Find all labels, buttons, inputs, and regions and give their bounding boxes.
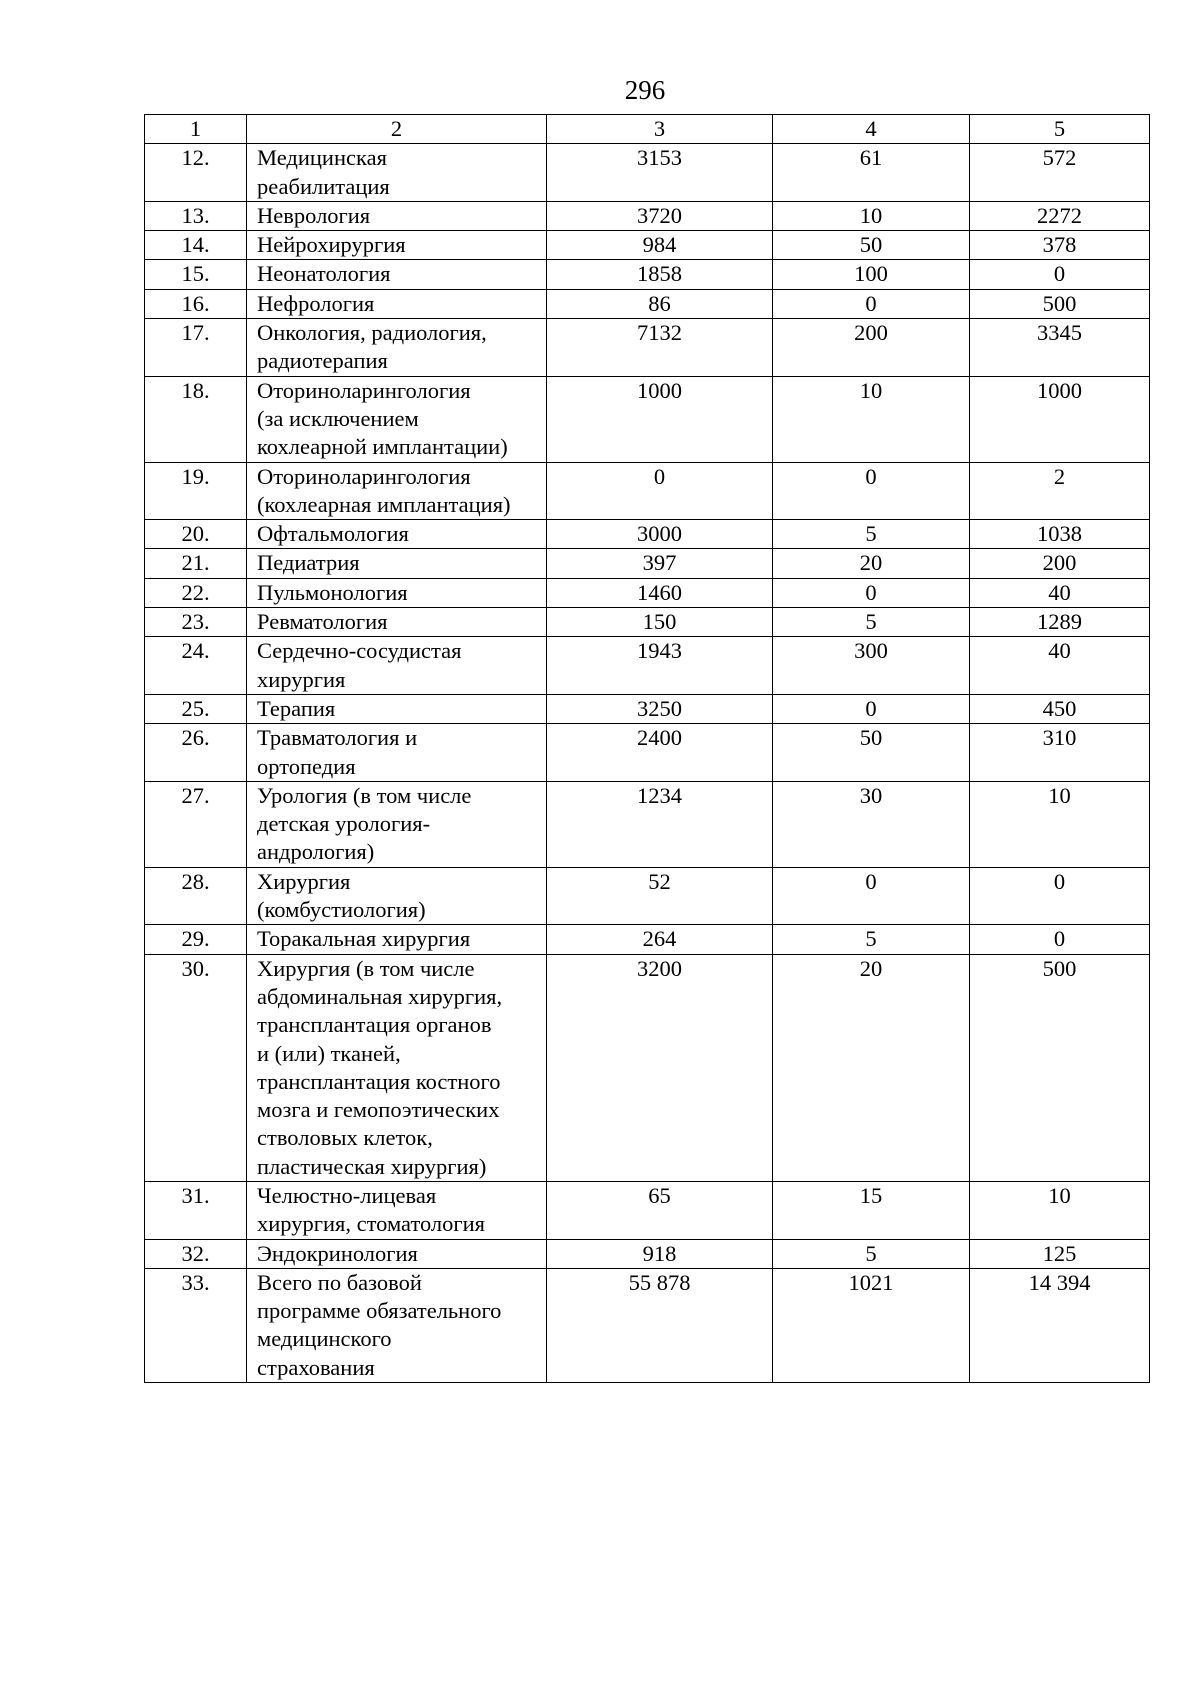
row-number-cell: 31. (145, 1181, 247, 1239)
row-name-cell: Хирургия (комбустиология) (247, 867, 547, 925)
row-col3-cell: 2400 (547, 724, 773, 782)
row-name-cell: Оториноларингология (кохлеарная имплантация) (247, 462, 547, 520)
row-col4-cell: 1021 (773, 1268, 970, 1382)
table-row (145, 231, 1150, 260)
row-name-cell: Онкология, радиология, радиотерапия (247, 319, 547, 377)
row-col3-cell: 65 (547, 1181, 773, 1239)
row-col5-cell: 0 (970, 260, 1150, 289)
row-col5-cell: 0 (970, 925, 1150, 954)
table-row (145, 608, 1150, 637)
page-number: 296 (624, 75, 666, 105)
row-name-cell: Неврология (247, 201, 547, 230)
table-row (145, 376, 1150, 462)
table-row (145, 319, 1150, 377)
table-row (145, 201, 1150, 230)
row-name-cell: Эндокринология (247, 1239, 547, 1268)
row-name-cell: Хирургия (в том числе абдоминальная хирургия, трансплантация органов и (или) тканей, трансплантация костного мозга и гемопоэтических стволовых клеток, пластическая хирургия) (247, 954, 547, 1181)
row-col5-cell: 40 (970, 637, 1150, 695)
row-col5-cell: 1000 (970, 376, 1150, 462)
row-col4-cell: 50 (773, 724, 970, 782)
header-cell-col-2: 2 (247, 115, 547, 144)
row-number-cell: 14. (145, 231, 247, 260)
header-cell-col-1: 1 (145, 115, 247, 144)
table-row (145, 1181, 1150, 1239)
row-col3-cell: 3153 (547, 144, 773, 202)
row-number-cell: 29. (145, 925, 247, 954)
row-col5-cell: 40 (970, 578, 1150, 607)
row-col4-cell: 10 (773, 201, 970, 230)
row-col5-cell: 2 (970, 462, 1150, 520)
row-col4-cell: 5 (773, 608, 970, 637)
row-number-cell: 13. (145, 201, 247, 230)
row-col3-cell: 397 (547, 549, 773, 578)
row-col3-cell: 1858 (547, 260, 773, 289)
row-col3-cell: 1234 (547, 781, 773, 867)
row-name-cell: Урология (в том числе детская урология- андрология) (247, 781, 547, 867)
row-col4-cell: 0 (773, 578, 970, 607)
row-col3-cell: 984 (547, 231, 773, 260)
row-number-cell: 18. (145, 376, 247, 462)
row-col4-cell: 0 (773, 289, 970, 318)
row-name-cell: Торакальная хирургия (247, 925, 547, 954)
table-row (145, 578, 1150, 607)
row-col4-cell: 20 (773, 549, 970, 578)
row-col5-cell: 450 (970, 694, 1150, 723)
row-number-cell: 32. (145, 1239, 247, 1268)
row-col3-cell: 1460 (547, 578, 773, 607)
row-name-cell: Травматология и ортопедия (247, 724, 547, 782)
row-col4-cell: 5 (773, 520, 970, 549)
row-col5-cell: 10 (970, 781, 1150, 867)
row-col3-cell: 86 (547, 289, 773, 318)
table-row (145, 289, 1150, 318)
row-col3-cell: 3720 (547, 201, 773, 230)
row-name-cell: Офтальмология (247, 520, 547, 549)
table-row (145, 144, 1150, 202)
row-col5-cell: 310 (970, 724, 1150, 782)
row-name-cell: Ревматология (247, 608, 547, 637)
row-name-cell: Медицинская реабилитация (247, 144, 547, 202)
row-col5-cell: 1289 (970, 608, 1150, 637)
data-table (144, 114, 1150, 1383)
row-number-cell: 16. (145, 289, 247, 318)
row-col4-cell: 50 (773, 231, 970, 260)
row-col3-cell: 1943 (547, 637, 773, 695)
row-name-cell: Всего по базовой программе обязательного медицинского страхования (247, 1268, 547, 1382)
row-name-cell: Нефрология (247, 289, 547, 318)
table-row (145, 925, 1150, 954)
header-cell-col-3: 3 (547, 115, 773, 144)
row-col5-cell: 378 (970, 231, 1150, 260)
row-col4-cell: 100 (773, 260, 970, 289)
row-col4-cell: 200 (773, 319, 970, 377)
header-cell-col-4: 4 (773, 115, 970, 144)
row-col4-cell: 15 (773, 1181, 970, 1239)
row-name-cell: Оториноларингология (за исключением кохлеарной имплантации) (247, 376, 547, 462)
row-col4-cell: 0 (773, 694, 970, 723)
row-col3-cell: 55 878 (547, 1268, 773, 1382)
row-col3-cell: 918 (547, 1239, 773, 1268)
row-col4-cell: 20 (773, 954, 970, 1181)
table-row (145, 694, 1150, 723)
row-col5-cell: 3345 (970, 319, 1150, 377)
table-header-row (145, 115, 1150, 144)
row-name-cell: Педиатрия (247, 549, 547, 578)
row-number-cell: 21. (145, 549, 247, 578)
row-name-cell: Сердечно-сосудистая хирургия (247, 637, 547, 695)
table-row (145, 549, 1150, 578)
row-number-cell: 22. (145, 578, 247, 607)
row-col4-cell: 5 (773, 925, 970, 954)
row-col3-cell: 1000 (547, 376, 773, 462)
table-row (145, 260, 1150, 289)
row-col3-cell: 3000 (547, 520, 773, 549)
table-row (145, 954, 1150, 1181)
table-row (145, 781, 1150, 867)
row-number-cell: 23. (145, 608, 247, 637)
table-row (145, 1239, 1150, 1268)
row-col5-cell: 125 (970, 1239, 1150, 1268)
row-number-cell: 27. (145, 781, 247, 867)
row-col3-cell: 3200 (547, 954, 773, 1181)
row-col5-cell: 14 394 (970, 1268, 1150, 1382)
table-row (145, 520, 1150, 549)
row-number-cell: 25. (145, 694, 247, 723)
row-number-cell: 28. (145, 867, 247, 925)
row-number-cell: 33. (145, 1268, 247, 1382)
row-col4-cell: 300 (773, 637, 970, 695)
table-row (145, 1268, 1150, 1382)
row-col5-cell: 500 (970, 289, 1150, 318)
row-col3-cell: 7132 (547, 319, 773, 377)
row-col4-cell: 5 (773, 1239, 970, 1268)
row-col5-cell: 1038 (970, 520, 1150, 549)
row-col4-cell: 61 (773, 144, 970, 202)
row-number-cell: 26. (145, 724, 247, 782)
row-col4-cell: 0 (773, 462, 970, 520)
row-number-cell: 15. (145, 260, 247, 289)
header-cell-col-5: 5 (970, 115, 1150, 144)
table-body (145, 115, 1150, 1383)
table-row (145, 867, 1150, 925)
row-name-cell: Пульмонология (247, 578, 547, 607)
row-number-cell: 12. (145, 144, 247, 202)
row-col4-cell: 10 (773, 376, 970, 462)
table-row (145, 724, 1150, 782)
table-row (145, 462, 1150, 520)
table-row (145, 637, 1150, 695)
row-col4-cell: 0 (773, 867, 970, 925)
row-name-cell: Челюстно-лицевая хирургия, стоматология (247, 1181, 547, 1239)
row-number-cell: 30. (145, 954, 247, 1181)
row-col5-cell: 572 (970, 144, 1150, 202)
row-name-cell: Неонатология (247, 260, 547, 289)
row-col5-cell: 500 (970, 954, 1150, 1181)
row-col3-cell: 150 (547, 608, 773, 637)
row-number-cell: 20. (145, 520, 247, 549)
row-col5-cell: 0 (970, 867, 1150, 925)
row-col4-cell: 30 (773, 781, 970, 867)
row-col5-cell: 2272 (970, 201, 1150, 230)
row-col3-cell: 264 (547, 925, 773, 954)
row-col3-cell: 52 (547, 867, 773, 925)
row-col3-cell: 3250 (547, 694, 773, 723)
row-number-cell: 17. (145, 319, 247, 377)
row-col5-cell: 10 (970, 1181, 1150, 1239)
row-number-cell: 19. (145, 462, 247, 520)
row-number-cell: 24. (145, 637, 247, 695)
row-col3-cell: 0 (547, 462, 773, 520)
row-name-cell: Терапия (247, 694, 547, 723)
row-col5-cell: 200 (970, 549, 1150, 578)
row-name-cell: Нейрохирургия (247, 231, 547, 260)
